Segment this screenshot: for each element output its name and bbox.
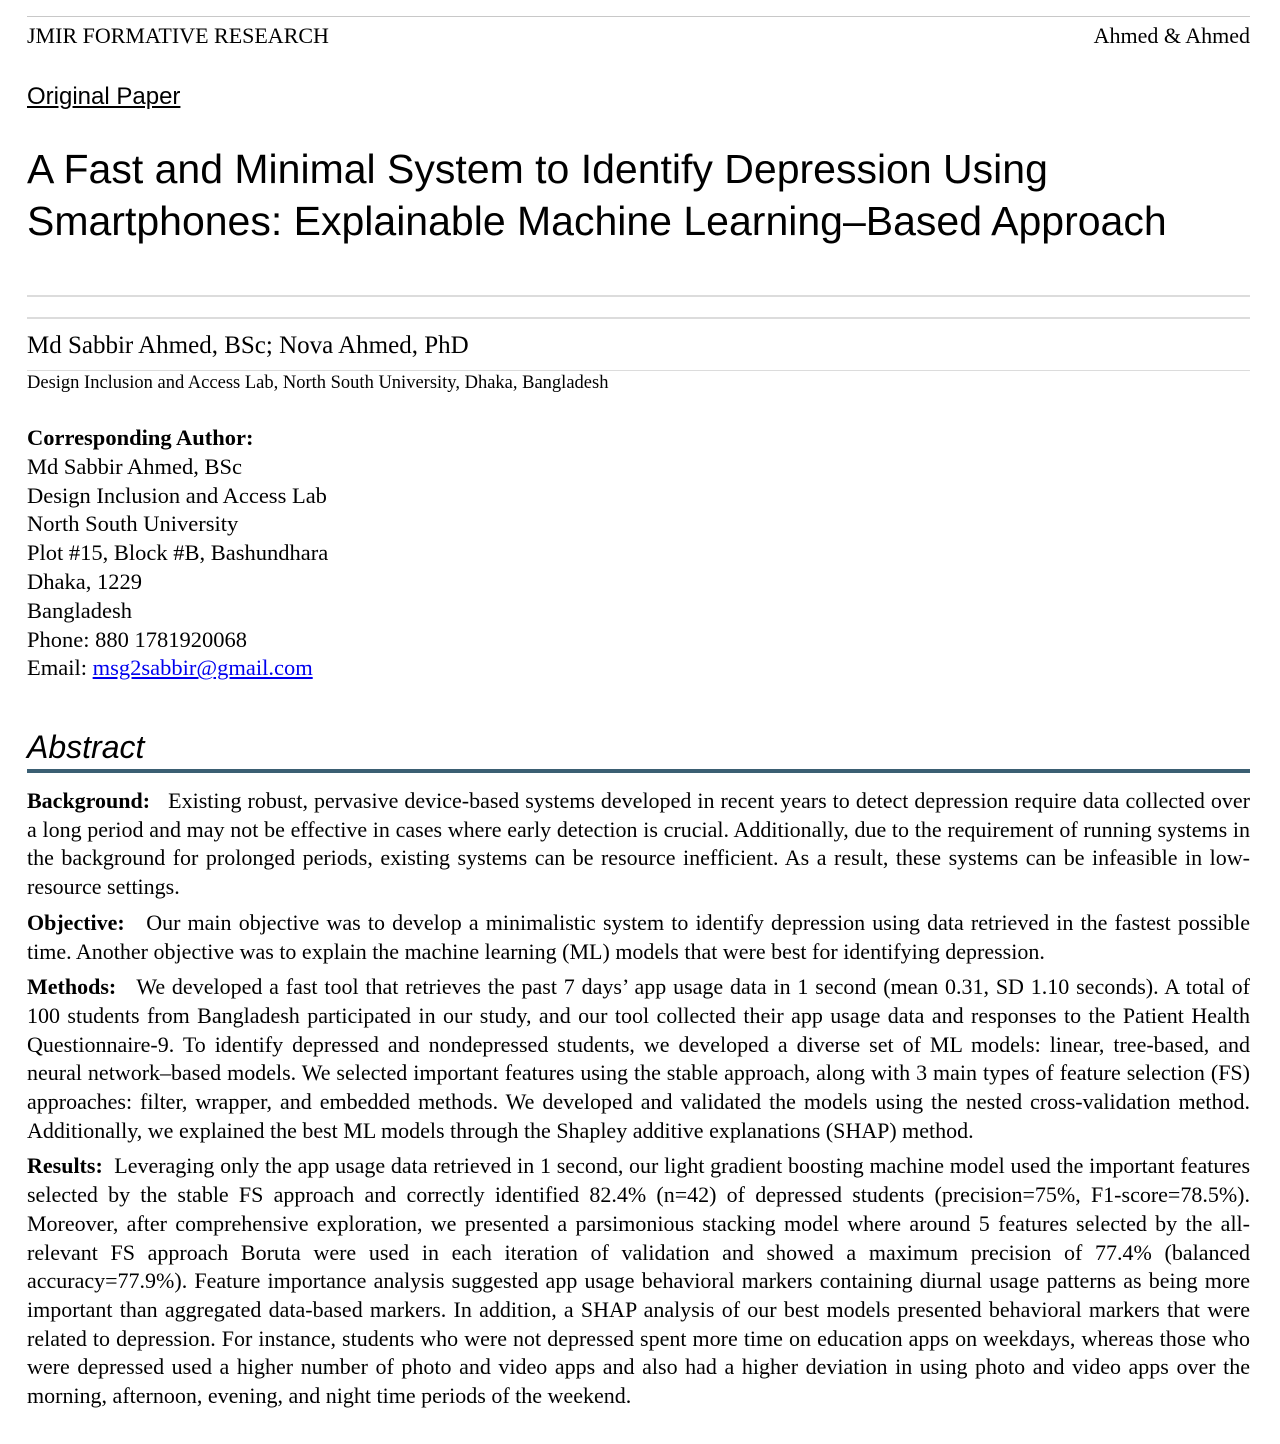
abstract-body xyxy=(27,787,1250,1418)
paper-title: A Fast and Minimal System to Identify Depression Using Smartphones: Explainable Machine Learning–Based Approach xyxy=(27,146,1167,244)
corr-street: Plot #15, Block #B, Bashundhara xyxy=(27,540,329,566)
corresponding-author-label: Corresponding Author: xyxy=(27,425,254,450)
abstract-heading: Abstract xyxy=(27,729,145,765)
section-label: Background: xyxy=(27,788,151,813)
paper-type: Original Paper xyxy=(27,83,181,110)
divider xyxy=(27,295,1250,297)
section-label: Results: xyxy=(27,1153,103,1179)
corr-city: Dhaka, 1229 xyxy=(27,568,142,594)
corr-lab: Design Inclusion and Access Lab xyxy=(27,482,327,508)
section-text: Our main objective was to develop a minimalistic system to identify depression using data retrieved in the fastest possible time. Another objective was to explain the machine learning (ML) models that were best for identifying depression. xyxy=(27,909,1250,964)
section-label: Objective: xyxy=(27,909,125,935)
running-authors: Ahmed & Ahmed xyxy=(1093,23,1250,48)
section-label: Methods: xyxy=(27,974,117,1000)
divider xyxy=(27,317,1250,319)
abstract-background xyxy=(27,787,1250,902)
abstract-rule xyxy=(27,769,1250,773)
corr-university: North South University xyxy=(27,511,239,537)
corr-country: Bangladesh xyxy=(27,597,132,623)
corr-email-line xyxy=(27,654,328,683)
corr-phone: Phone: 880 1781920068 xyxy=(27,626,248,652)
journal-name: JMIR FORMATIVE RESEARCH xyxy=(27,23,329,48)
abstract-methods xyxy=(27,973,1250,1145)
section-text: Leveraging only the app usage data retrieved in 1 second, our light gradient boosting machine model used the important features selected by the stable FS approach and correctly identified 82.4% (n=42) of depressed students (precision=75%, F1-score=78.5%). Moreover, after comprehensive exploration, we presented a parsimonious stacking model where around 5 features selected by the all-relevant FS approach Boruta were used in each iteration of validation and showed a maximum precision of 77.4% (balanced accuracy=77.9%). Feature importance analysis suggested app usage behavioral markers containing diurnal usage patterns as being more important than aggregated data-based markers. In addition, a SHAP analysis of our best models presented behavioral markers that were related to depression. For instance, students who were not depressed spent more time on education apps on weekdays, whereas those who were depressed used a higher number of photo and video apps and also had a higher deviation in using photo and video apps over the morning, afternoon, evening, and night time periods of the weekend. xyxy=(27,1153,1251,1409)
email-label: Email: xyxy=(27,655,87,681)
abstract-results xyxy=(27,1152,1250,1410)
author-list: Md Sabbir Ahmed, BSc; Nova Ahmed, PhD xyxy=(27,332,469,359)
corresponding-author-block xyxy=(27,424,328,683)
abstract-objective xyxy=(27,909,1250,966)
affiliation: Design Inclusion and Access Lab, North South University, Dhaka, Bangladesh xyxy=(27,373,609,393)
section-text: Existing robust, pervasive device-based systems developed in recent years to detect depression require data collected over a long period and may not be effective in cases where early detection is crucial. Additionally, due to the requirement of running systems in the background for prolonged periods, existing systems can be resource inefficient. As a result, these systems can be infeasible in low-resource settings. xyxy=(27,788,1250,900)
top-rule xyxy=(27,16,1250,17)
corr-name: Md Sabbir Ahmed, BSc xyxy=(27,453,243,479)
section-text: We developed a fast tool that retrieves the past 7 days’ app usage data in 1 second (mean 0.31, SD 1.10 seconds). A total of 100 students from Bangladesh participated in our study, and our tool collected their app usage data and responses to the Patient Health Questionnaire-9. To identify depressed and nondepressed students, we developed a diverse set of ML models: linear, tree-based, and neural network–based models. We selected important features using the stable approach, along with 3 main types of feature selection (FS) approaches: filter, wrapper, and embedded methods. We developed and validated the models using the nested cross-validation method. Additionally, we explained the best ML models through the Shapley additive explanations (SHAP) method. xyxy=(27,974,1250,1143)
email-link[interactable]: msg2sabbir@gmail.com xyxy=(92,655,313,681)
